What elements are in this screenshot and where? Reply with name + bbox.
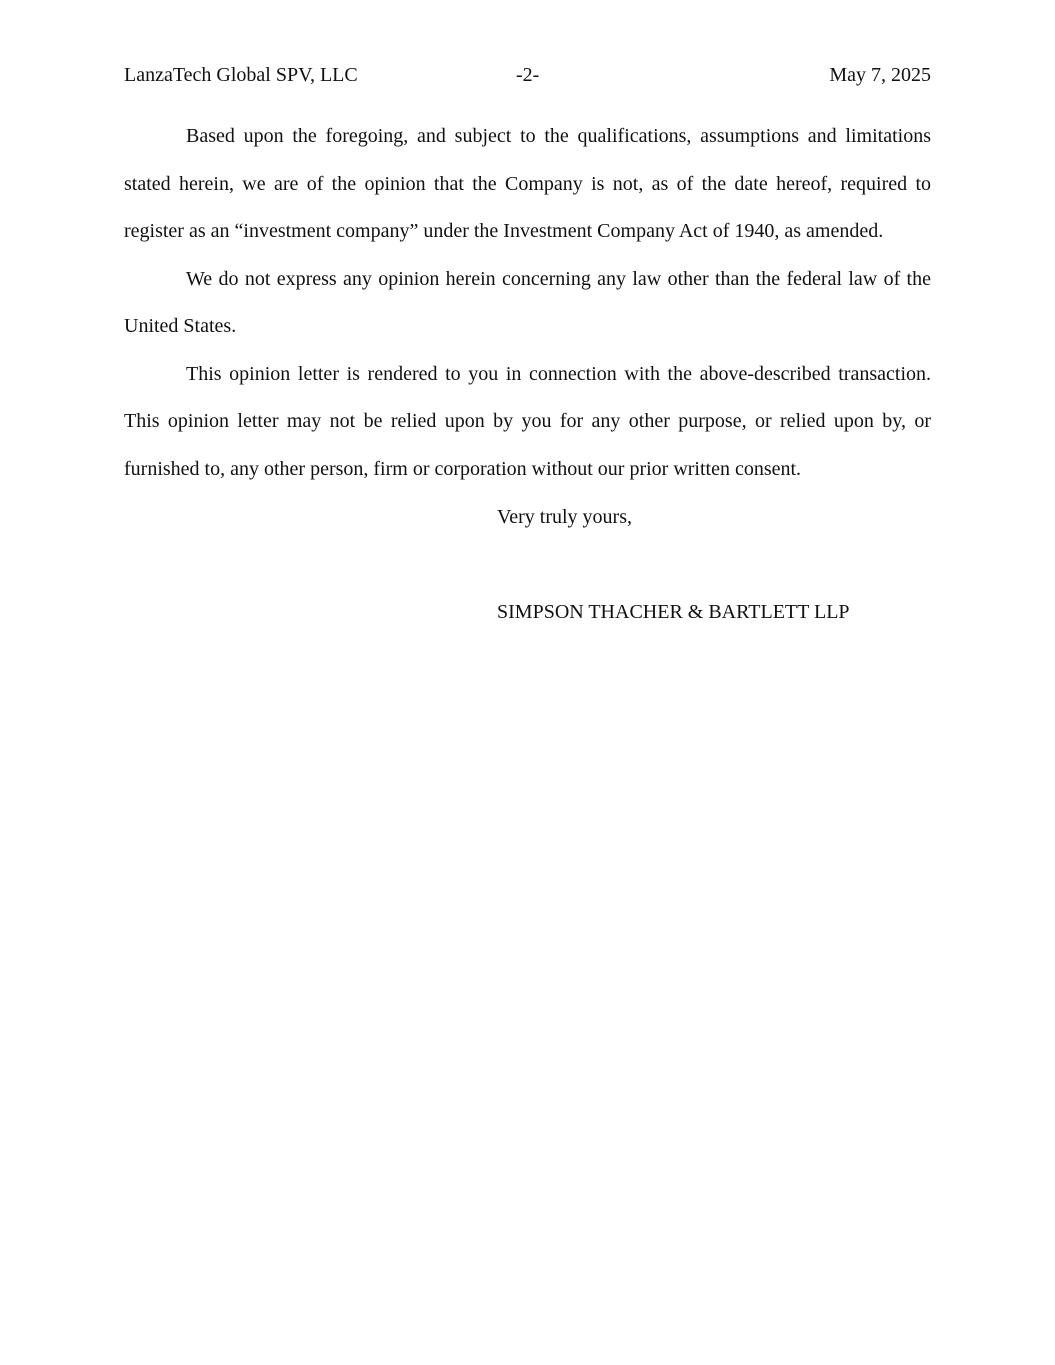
paragraph-governing-law: We do not express any opinion herein concerning any law other than the federal law of the United States. xyxy=(124,267,931,337)
paragraph-opinion: Based upon the foregoing, and subject to the qualifications, assumptions and limitations stated herein, we are of the opinion that the Company is not, as of the date hereof, required to register as an “investment company” under the Investment Company Act of 1940, as amended. xyxy=(124,125,931,242)
signature-firm-name: SIMPSON THACHER & BARTLETT LLP xyxy=(497,601,850,623)
header-date: May 7, 2025 xyxy=(829,64,931,86)
closing-salutation: Very truly yours, xyxy=(497,506,632,528)
page-header xyxy=(124,62,931,88)
paragraph-reliance: This opinion letter is rendered to you in connection with the above-described transaction. This opinion letter may not be relied upon by you for any other purpose, or relied upon by, or furnished to, any other person, firm or corporation without our prior written consent. xyxy=(124,362,931,480)
header-page-number: -2- xyxy=(516,64,540,86)
header-addressee: LanzaTech Global SPV, LLC xyxy=(124,64,358,86)
letter-body xyxy=(124,113,931,493)
